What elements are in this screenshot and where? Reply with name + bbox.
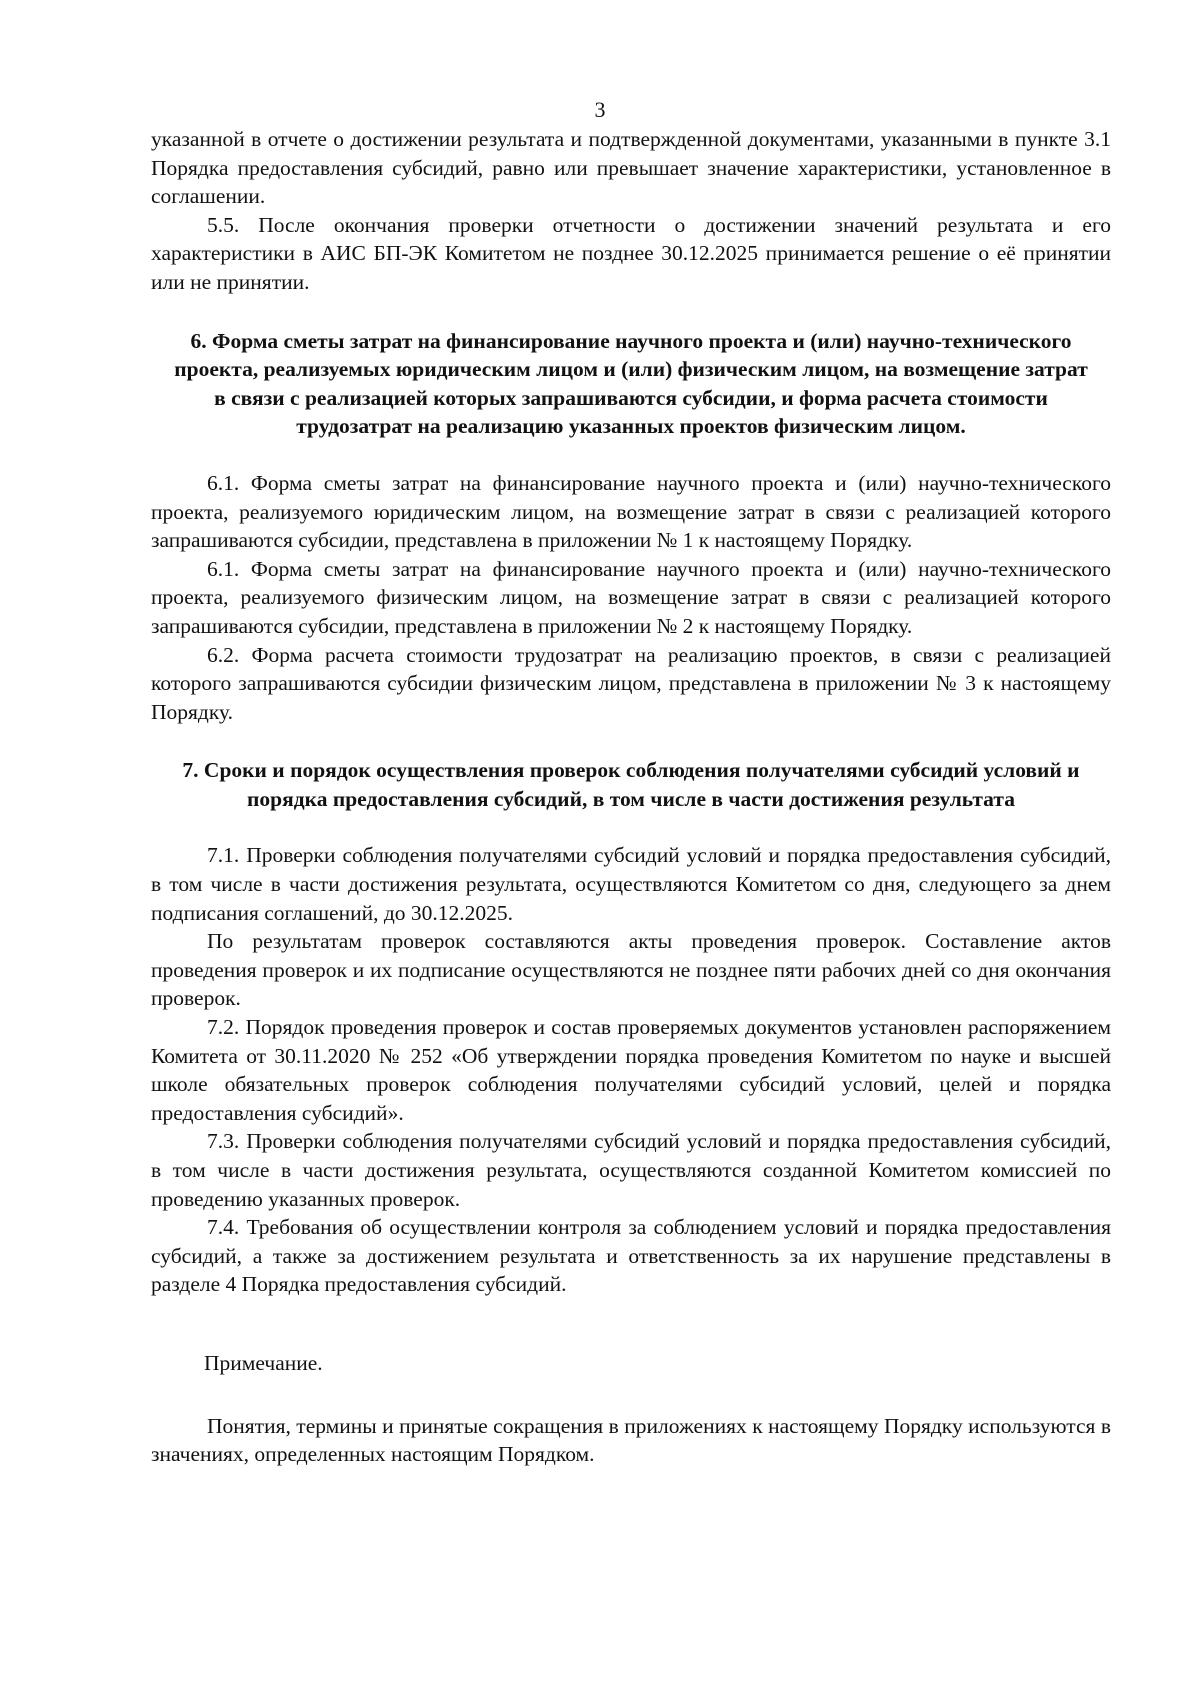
section7-heading: 7. Сроки и порядок осуществления проверок соблюдения получателями субсидий условий и порядка предоставления субсидий, в том числе в части достижения результата — [182, 758, 1080, 811]
paragraph-7-3: 7.3. Проверки соблюдения получателями субсидий условий и порядка предоставления субсидий, в том числе в части достижения результата, осуществляются созданной Комитетом комиссией по проведению указанных проверок. — [151, 1129, 1111, 1211]
paragraph-6-1-individual: 6.1. Форма сметы затрат на финансирование научного проекта и (или) научно-технического проекта, реализуемого физическим лицом, на возмещение затрат в связи с реализацией которого запрашиваются субсидии, представлена в приложении № 2 к настоящему Порядку. — [151, 556, 1111, 638]
note-label: Примечание. — [204, 1350, 323, 1375]
document-body — [151, 125, 1111, 1469]
paragraph-6-2: 6.2. Форма расчета стоимости трудозатрат на реализацию проектов, в связи с реализацией которого запрашиваются субсидии физическим лицом, представлена в приложении № 3 к настоящему Порядку. — [151, 642, 1111, 724]
note-text: Понятия, термины и принятые сокращения в приложениях к настоящему Порядку используются в значениях, определенных настоящим Порядком. — [151, 1413, 1111, 1467]
paragraph-6-1-legal: 6.1. Форма сметы затрат на финансирование научного проекта и (или) научно-технического проекта, реализуемого юридическим лицом, на возмещение затрат в связи с реализацией которого запрашиваются субсидии, представлена в приложении № 1 к настоящему Порядку. — [151, 470, 1111, 553]
paragraph-7-1-acts: По результатам проверок составляются акты проведения проверок. Составление актов проведения проверок и их подписание осуществляются не позднее пяти рабочих дней со дня окончания проверок. — [151, 929, 1111, 1011]
paragraph-5-5: 5.5. После окончания проверки отчетности о достижении значений результата и его характеристики в АИС БП-ЭК Комитетом не позднее 30.12.2025 принимается решение о её принятии или не принятии. — [151, 212, 1111, 294]
page-number: 3 — [594, 97, 606, 122]
paragraph-7-2: 7.2. Порядок проведения проверок и состав проверяемых документов установлен распоряжением Комитета от 30.11.2020 № 252 «Об утверждении порядка проведения Комитетом по науке и высшей школе обязательных проверок соблюдения получателями субсидий условий, целей и порядка предоставления субсидий». — [151, 1015, 1111, 1125]
section5-continuation: указанной в отчете о достижении результата и подтвержденной документами, указанными в пункте 3.1 Порядка предоставления субсидий, равно или превышает значение характеристики, установленное в соглашении. — [151, 127, 1111, 209]
paragraph-7-1: 7.1. Проверки соблюдения получателями субсидий условий и порядка предоставления субсидий, в том числе в части достижения результата, осуществляются Комитетом со дня, следующего за днем подписания соглашений, до 30.12.2025. — [151, 843, 1111, 925]
section6-heading: 6. Форма сметы затрат на финансирование научного проекта и (или) научно-технического проекта, реализуемых юридическим лицом и (или) физическим лицом, на возмещение затрат в связи с реализацией которых запрашиваются субсидии, и форма расчета стоимости трудозатрат на реализацию указанных проектов физическим лицом. — [174, 328, 1088, 439]
paragraph-7-4: 7.4. Требования об осуществлении контроля за соблюдением условий и порядка предоставления субсидий, а также за достижением результата и ответственность за их нарушение представлены в разделе 4 Порядка предоставления субсидий. — [151, 1215, 1111, 1297]
